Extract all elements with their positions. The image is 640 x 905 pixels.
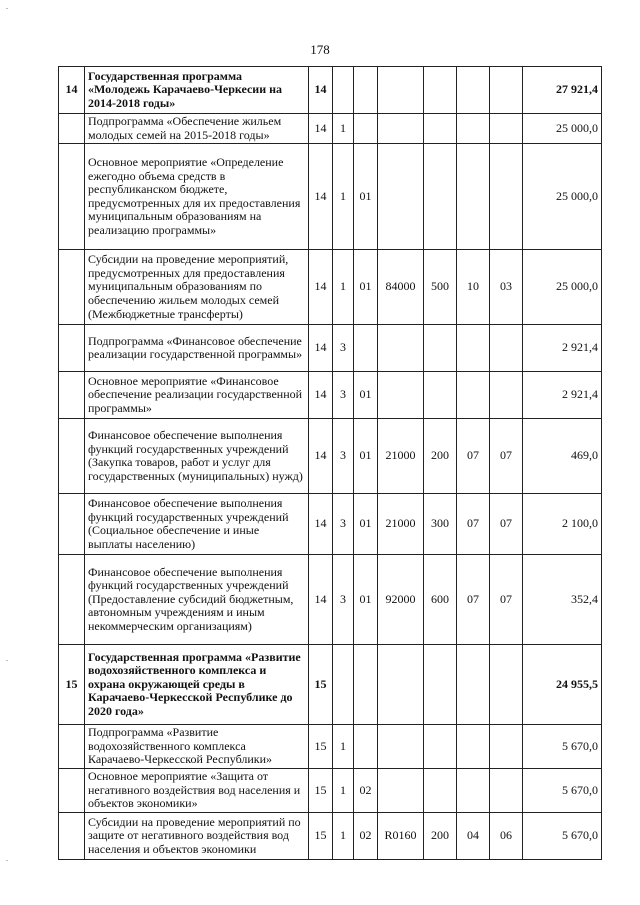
table-row bbox=[59, 555, 602, 645]
row-number: 15 bbox=[59, 645, 85, 725]
row-description: Подпрограмма «Обеспечение жильем молодых семей на 2015-2018 годы» bbox=[85, 114, 309, 144]
code-subprogram: 1 bbox=[333, 812, 354, 859]
row-number bbox=[59, 725, 85, 769]
code-subsection: 07 bbox=[490, 555, 523, 645]
code-subsection bbox=[490, 144, 523, 250]
code-measure bbox=[354, 725, 378, 769]
code-subsection: 07 bbox=[490, 494, 523, 555]
row-description: Финансовое обеспечение выполнения функций государственных учреждений (Закупка товаров, работ и услуг для государственных (муниципальных) нужд) bbox=[85, 419, 309, 494]
code-measure: 02 bbox=[354, 812, 378, 859]
code-section bbox=[457, 67, 490, 114]
code-direction bbox=[378, 325, 424, 372]
code-expense-type bbox=[424, 67, 457, 114]
code-expense-type bbox=[424, 645, 457, 725]
code-section: 04 bbox=[457, 812, 490, 859]
scan-artifact bbox=[6, 8, 8, 9]
code-subprogram: 3 bbox=[333, 419, 354, 494]
code-section: 10 bbox=[457, 250, 490, 325]
row-amount: 2 921,4 bbox=[523, 372, 602, 419]
code-section: 07 bbox=[457, 494, 490, 555]
table-row bbox=[59, 768, 602, 812]
code-program: 14 bbox=[309, 144, 333, 250]
row-number bbox=[59, 114, 85, 144]
code-expense-type bbox=[424, 768, 457, 812]
code-expense-type: 600 bbox=[424, 555, 457, 645]
row-description: Субсидии на проведение мероприятий, предусмотренных для предоставления муниципальным образованиям по обеспечению жильем молодых семей (Межбюджетные трансферты) bbox=[85, 250, 309, 325]
row-number bbox=[59, 555, 85, 645]
scan-artifact bbox=[6, 660, 8, 661]
code-subsection bbox=[490, 372, 523, 419]
row-description: Финансовое обеспечение выполнения функций государственных учреждений (Социальное обеспечение и иные выплаты населению) bbox=[85, 494, 309, 555]
code-measure: 01 bbox=[354, 250, 378, 325]
table-row bbox=[59, 419, 602, 494]
code-subsection: 06 bbox=[490, 812, 523, 859]
row-amount: 25 000,0 bbox=[523, 250, 602, 325]
row-number bbox=[59, 144, 85, 250]
row-number bbox=[59, 494, 85, 555]
table-row bbox=[59, 645, 602, 725]
code-expense-type bbox=[424, 725, 457, 769]
code-direction: 84000 bbox=[378, 250, 424, 325]
code-direction: 21000 bbox=[378, 419, 424, 494]
row-description: Подпрограмма «Финансовое обеспечение реализации государственной программы» bbox=[85, 325, 309, 372]
row-description: Государственная программа «Развитие водохозяйственного комплекса и охрана окружающей среды в Карачаево-Черкесской Республике до 2020 года» bbox=[85, 645, 309, 725]
code-program: 15 bbox=[309, 645, 333, 725]
code-direction bbox=[378, 114, 424, 144]
budget-table bbox=[58, 66, 602, 860]
code-program: 15 bbox=[309, 812, 333, 859]
code-program: 14 bbox=[309, 555, 333, 645]
code-subprogram: 1 bbox=[333, 250, 354, 325]
table-row bbox=[59, 250, 602, 325]
code-section bbox=[457, 144, 490, 250]
code-measure: 01 bbox=[354, 144, 378, 250]
code-program: 14 bbox=[309, 250, 333, 325]
row-description: Основное мероприятие «Защита от негативного воздействия вод населения и объектов экономики» bbox=[85, 768, 309, 812]
code-section: 07 bbox=[457, 419, 490, 494]
code-subprogram: 3 bbox=[333, 372, 354, 419]
code-measure: 01 bbox=[354, 372, 378, 419]
code-expense-type bbox=[424, 325, 457, 372]
code-section: 07 bbox=[457, 555, 490, 645]
row-amount: 469,0 bbox=[523, 419, 602, 494]
code-direction bbox=[378, 372, 424, 419]
row-number bbox=[59, 372, 85, 419]
row-amount: 25 000,0 bbox=[523, 114, 602, 144]
code-program: 14 bbox=[309, 372, 333, 419]
page-number: 178 bbox=[310, 42, 330, 57]
code-subsection bbox=[490, 114, 523, 144]
code-program: 15 bbox=[309, 725, 333, 769]
table-row bbox=[59, 725, 602, 769]
row-amount: 25 000,0 bbox=[523, 144, 602, 250]
code-subsection bbox=[490, 67, 523, 114]
code-direction: 21000 bbox=[378, 494, 424, 555]
code-program: 14 bbox=[309, 325, 333, 372]
code-direction bbox=[378, 725, 424, 769]
code-direction bbox=[378, 768, 424, 812]
row-number bbox=[59, 812, 85, 859]
row-number bbox=[59, 768, 85, 812]
code-section bbox=[457, 114, 490, 144]
code-subprogram: 1 bbox=[333, 768, 354, 812]
code-section bbox=[457, 645, 490, 725]
code-direction bbox=[378, 67, 424, 114]
row-amount: 5 670,0 bbox=[523, 812, 602, 859]
row-description: Государственная программа «Молодежь Карачаево-Черкесии на 2014-2018 годы» bbox=[85, 67, 309, 114]
row-amount: 352,4 bbox=[523, 555, 602, 645]
code-measure bbox=[354, 325, 378, 372]
code-subprogram: 3 bbox=[333, 494, 354, 555]
row-number bbox=[59, 250, 85, 325]
code-subprogram: 1 bbox=[333, 114, 354, 144]
table-row bbox=[59, 494, 602, 555]
code-direction: 92000 bbox=[378, 555, 424, 645]
row-amount: 2 100,0 bbox=[523, 494, 602, 555]
row-amount: 24 955,5 bbox=[523, 645, 602, 725]
code-subsection: 07 bbox=[490, 419, 523, 494]
code-section bbox=[457, 325, 490, 372]
row-description: Финансовое обеспечение выполнения функций государственных учреждений (Предоставление субсидий бюджетным, автономным учреждениям и иным некоммерческим организациям) bbox=[85, 555, 309, 645]
code-expense-type: 300 bbox=[424, 494, 457, 555]
code-program: 14 bbox=[309, 114, 333, 144]
code-measure: 02 bbox=[354, 768, 378, 812]
code-measure: 01 bbox=[354, 555, 378, 645]
row-number bbox=[59, 419, 85, 494]
row-number bbox=[59, 325, 85, 372]
code-expense-type bbox=[424, 114, 457, 144]
code-subprogram bbox=[333, 645, 354, 725]
code-subsection bbox=[490, 325, 523, 372]
row-amount: 27 921,4 bbox=[523, 67, 602, 114]
table-row bbox=[59, 372, 602, 419]
code-expense-type: 500 bbox=[424, 250, 457, 325]
code-section bbox=[457, 768, 490, 812]
code-subsection bbox=[490, 725, 523, 769]
code-subprogram: 3 bbox=[333, 325, 354, 372]
code-program: 14 bbox=[309, 67, 333, 114]
code-expense-type: 200 bbox=[424, 812, 457, 859]
row-number: 14 bbox=[59, 67, 85, 114]
code-expense-type bbox=[424, 144, 457, 250]
table-row bbox=[59, 67, 602, 114]
code-section bbox=[457, 725, 490, 769]
code-measure bbox=[354, 114, 378, 144]
code-program: 14 bbox=[309, 419, 333, 494]
row-description: Субсидии на проведение мероприятий по защите от негативного воздействия вод населения и объектов экономики bbox=[85, 812, 309, 859]
code-program: 15 bbox=[309, 768, 333, 812]
code-subsection: 03 bbox=[490, 250, 523, 325]
code-subsection bbox=[490, 645, 523, 725]
code-direction bbox=[378, 144, 424, 250]
row-amount: 2 921,4 bbox=[523, 325, 602, 372]
row-description: Подпрограмма «Развитие водохозяйственного комплекса Карачаево-Черкесской Республики» bbox=[85, 725, 309, 769]
code-expense-type: 200 bbox=[424, 419, 457, 494]
code-expense-type bbox=[424, 372, 457, 419]
code-subprogram: 1 bbox=[333, 144, 354, 250]
code-subprogram bbox=[333, 67, 354, 114]
table-row bbox=[59, 114, 602, 144]
code-measure bbox=[354, 67, 378, 114]
budget-table-body bbox=[59, 67, 602, 860]
row-description: Основное мероприятие «Финансовое обеспечение реализации государственной программы» bbox=[85, 372, 309, 419]
row-description: Основное мероприятие «Определение ежегодно объема средств в республиканском бюджете, предусмотренных для их предоставления муниципальным образованиям на реализацию программы» bbox=[85, 144, 309, 250]
table-row bbox=[59, 325, 602, 372]
row-amount: 5 670,0 bbox=[523, 768, 602, 812]
code-program: 14 bbox=[309, 494, 333, 555]
code-measure bbox=[354, 645, 378, 725]
table-row bbox=[59, 144, 602, 250]
scan-artifact bbox=[6, 860, 8, 861]
code-subsection bbox=[490, 768, 523, 812]
code-measure: 01 bbox=[354, 494, 378, 555]
code-section bbox=[457, 372, 490, 419]
table-row bbox=[59, 812, 602, 859]
code-direction bbox=[378, 645, 424, 725]
code-subprogram: 3 bbox=[333, 555, 354, 645]
code-subprogram: 1 bbox=[333, 725, 354, 769]
code-direction: R0160 bbox=[378, 812, 424, 859]
code-measure: 01 bbox=[354, 419, 378, 494]
row-amount: 5 670,0 bbox=[523, 725, 602, 769]
